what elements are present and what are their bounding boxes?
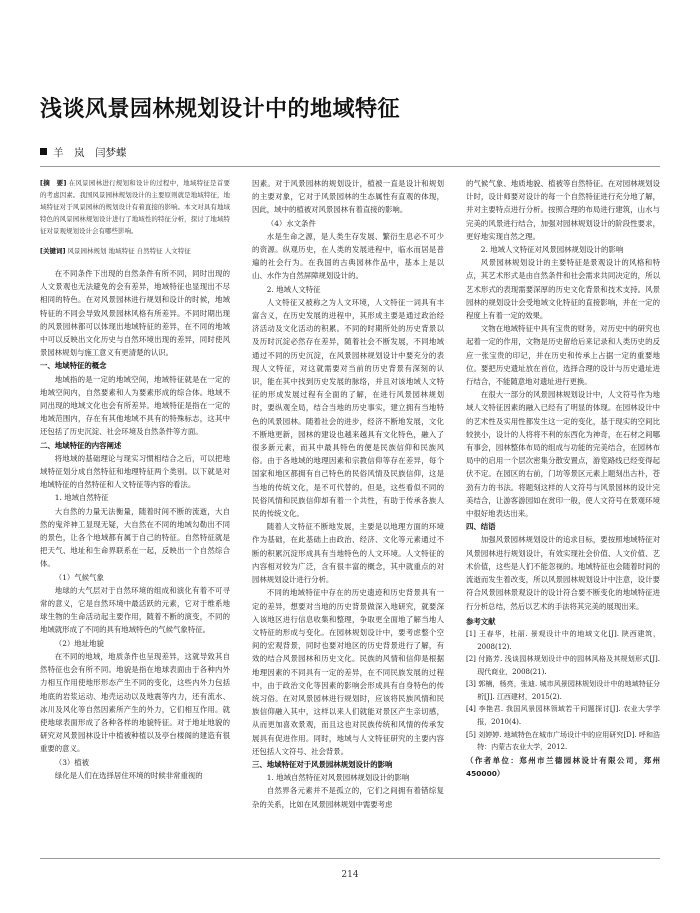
section-heading: 四、结语: [466, 522, 496, 532]
paragraph: 加强风景园林规划设计的追求目标，要按照地域特征对风景园林进行规划设计，有效实现社会价值、人文价值、艺术价值，这些是人们不能忽视的。地域特征也会随着时间的流逝而发生着改变，所以风景园林规划设计中注意，设计要符合风景园林景观设计的设计符合要不断变化的地域特征进行分析总结，然后以艺术的手法将其完美的展现出来。: [466, 535, 660, 611]
paragraph: 在不同的地域，地质条件也呈现差异，这就导致其自然特征也会有所不同。地貌是指在地球表面由于各种内外力相互作用使地形形态产生不同的变化，这些内外力包括地底的岩浆运动、地壳运动以及地震等内力，还有流水、冰川及风化等自然因素所产生的外力，它们相互作用。就使地球表面形成了各种各样的地貌特征。对于地址地貌的研究对风景园林设计中植被种植以及亭台楼阁的建造有很重要的意义。: [40, 651, 230, 754]
paragraph: 的气候气象、地质地貌、植被等自然特征。在对园林规划设计时，设计师要对设计的每一个自然特征进行充分地了解，并对主要特点进行分析。按照合理的布局进行建筑，山水与完美的风景进行结合，加强对园林规划设计的阶段性要求，更好地实现自然之理。: [466, 179, 660, 241]
keywords-text: 风景园林规划 地域特征 自然特征 人文特征: [67, 247, 191, 255]
column-3: [466, 177, 660, 780]
section-heading: 二、地域特征的内容阐述: [40, 440, 122, 450]
paragraph: 自然界各元素并不是孤立的，它们之间拥有着错综复杂的关系，比如在风景园林规划中需要考虑: [252, 786, 444, 809]
paragraph: 因素。对于风景园林的规划设计，植被一直是设计和规划的主要对象，它对于风景园林的生态属性有直观的体现，因此，域中的植被对风景园林有着直接的影响。: [252, 179, 444, 215]
paragraph: 在不同条件下出现的自然条件有所不同，同时出现的人文景观也无法避免的会有差异，地域特征也显现出不尽相同的特色。在对风景园林进行规划和设计的时候，地域特征的不同会导致风景园林风格有所差异。不同时期出现的风景园林都可以体现出地域特征的差异，在不同的地域中可以反映出文化历史与自然环境出现的差异，同时使风景园林规划与施工意义有更清楚的认识。: [40, 269, 230, 358]
section-heading: 三、地域特征对于风景园林规划设计的影响: [252, 759, 393, 769]
footer-divider: [40, 858, 660, 859]
keywords-label: [关键词]: [40, 247, 66, 255]
paragraph: 地域指的是一定的地域空间，地域特征就是在一定的地域空间内，自然要素和人为要素形成的综合体。地域不同出现的地域文化也会有所差异。地域特征是指在一定的地域范围内，存在有其他地域不具有的特殊标志，这其中还包括了历史沉淀、社会环境及自然条件等方面。: [40, 374, 230, 437]
subsection-heading: （4）水文条件: [266, 218, 316, 228]
paragraph: 不同的地域特征中存在的历史遗迹和历史背景具有一定的差异，想要对当地的历史背景做深入地研究，就要深入该地区进行信息收集和整理，争取更全面地了解当地人文特征的形成与变化。在园林规划设计中，要考虑整个空间的宏观背景，同时也要对地区的历史背景进行了解，有效的结合风景园林和历史文化。民族的风情和信仰是根据地理因素的不同具有一定的差异，在不同民族发展的过程中，由于政治文化等因素的影响会形成具有自身特色的传统习俗。在对风景园林进行规划时，应该将民族风情和民族信仰融入其中，这样以来人们就能对景区产生亲切感，从而更加喜欢景观，而且这也对民族传统和风情的传承发展具有促进作用。同时，地域与人文特征研究的主要内容还包括人文符号、社会背景。: [252, 588, 444, 756]
subsection-heading: 1. 地域自然特征对风景园林规划设计的影响: [266, 773, 410, 783]
subsection-heading: （1）气候气象: [54, 572, 104, 582]
square-bullet-icon: [40, 148, 47, 155]
paragraph: 风景园林规划设计的主要特征是景观设计的风格和特点，其艺术形式是由自然条件和社会需求共同决定的，所以艺术形式的表现需要深厚的历史文化背景和技术支持。风景园林的规划设计会受地域文化特征的直接影响，并在一定的程度上有着一定的效果。: [466, 258, 660, 321]
paragraph: 文物在地域特征中具有宝贵的财务，对历史中的研究也起着一定的作用，文物是历史留给后来记录和人类历史的反应一张宝贵的印记，并在历史和传承上占据一定的重要地位。要把历史遗址放在首位，选择合理的设计与历史遗址进行结合，不能随意地对遗址进行更换。: [466, 324, 660, 387]
abstract-label: [摘 要]: [40, 179, 67, 187]
reference-item: [2] 付路芳. 浅谈园林规划设计中的园林风格及其规划形式[J]. 现代商业，2008(21).: [466, 655, 660, 676]
page-number: 214: [341, 870, 359, 880]
author-affiliation: （作者单位：郑州市兰德园林设计有限公司，郑州 450000）: [466, 755, 660, 779]
paragraph: 大自然的力量无法衡量，随着时间不断的流逝，大自然的鬼斧神工显现无疑，大自然在不同的地域勾勒出不同的景色，让各个地域都有属于自己的特征。自然特征就是把天气、地址和生命界联系在一起，反映出一个自然综合体。: [40, 506, 230, 569]
column-1: [40, 177, 230, 782]
authors: 羊 岚 闫梦蝶: [53, 147, 127, 159]
references-title: 参考文献: [466, 616, 496, 626]
paragraph: 在很大一部分的风景园林规划设计中，人文符号作为地域人文特征因素的融入已经有了明显的体现。在园林设计中的艺术性及实用性都发生这一定的变化，基于现实的空间比较狭小，设计的人将将不利的东西化为神奇，在石材之间哪有事会，园林整体布局的组成与功能的完美结合，在园林布局中的启用一个层次密集分散安置点，游览路线已经变得起伏不定。在园区的右前，门坊等景区元素上题刻出古朴，苍劲有力的书法。将题刻这样的人文符号与风景园林的设计完美结合，让游客游园如在赏印一般，使人文符号在景观环境中很好地表达出来。: [466, 390, 660, 519]
paragraph: 将地域的基础理论与现实习惯相结合之后，可以把地域特征划分成自然特征和地理特征两个类别。以下就是对地域特征的自然特征和人文特征等内容的看法。: [40, 453, 230, 490]
paragraph: 水是生命之源，是人类生存发展、繁衍生息必不可少的资源。纵观历史，在人类的发展进程中，临水而居是普遍的社会行为。在我国的古典园林作品中，基本上是以山、水作为自然屏障规划设计的。: [252, 231, 444, 281]
reference-item: [3] 郭楠，杨亮，张迪. 城市风景园林规划设计中的地域特征分析[J]. 江西建材，2015(2).: [466, 680, 660, 701]
subsection-heading: （3）植被: [54, 757, 90, 767]
subsection-heading: 2. 地域人文特征对风景园林规划设计的影响: [480, 245, 624, 255]
column-2: [252, 177, 444, 811]
header-divider: [40, 166, 660, 167]
article-title: 浅谈风景园林规划设计中的地域特征: [40, 97, 401, 122]
subsection-heading: （2）地址地貌: [54, 638, 104, 648]
paragraph: 人文特征又被称之为人文环境，人文特征一词具有丰富含义，在历史发展的进程中，其形成主要是通过政治经济活动及文化活动的积累。不同的时期所处的历史背景以及历时沉淀必然存在差异，随着社会不断发展，不同地域通过不同的历史沉淀，在风景园林规划设计中要充分的表现人文特征，对这就需要对当前的历史背景有深刻的认识，能在其中找到历史发展的脉络，并且对该地域人文特征的形成发展过程有全面的了解，在进行风景园林规划时，要纵观全局，结合当地的历史事实，建立拥有当地特色的风景园林。随着社会的进步，经济不断地发展，文化不断地更新，园林的建设也越来越具有文化特色，融入了很多新元素，而其中最具特色的便是民族信仰和民族风俗。由于各地域的地理因素和宗教信仰等存在差异，每个国家和地区都拥有自己特色的民俗风情及民族信仰，这是当地的传统文化，是不可代替的。但是，这些看似不同的民俗风情和民族信仰却有着一个共性，有助于传承各族人民的传统文化。: [252, 297, 444, 519]
paragraph: 地球的大气层对于自然环境的组成和演化有着不可寻常的意义，它是自然环境中最活跃的元素，它对于维系地球生物的生命活动起主要作用，随着不断的演变，不同的地域就形成了不同的具有地域特色的气候气象特征。: [40, 585, 230, 635]
subsection-heading: 1. 地域自然特征: [54, 493, 109, 503]
abstract-text: 在风景园林进行规划和设计的过程中，地域特征是首要的考虑因素。我国风景园林规划设计的主要原则就是地域特征，地域特征对于风景园林的规划设计有着直接的影响。本文对具有地域特色的风景园林规划设计进行了地域性的特征分析，探讨了地域特征对景观规划设计会有哪些影响。: [40, 179, 231, 235]
reference-item: [5] 刘婷婷. 地域特色在城市广场设计中的应用研究[D]. 呼和浩特：内蒙古农业大学，2012.: [466, 730, 660, 752]
abstract: [40, 177, 230, 237]
keywords: [40, 245, 230, 257]
paragraph: 随着人文特征不断地发展，主要是以地理方面的环境作为基础，在此基础上由政治、经济、文化等元素通过不断的积累沉淀形成具有当地特色的人文环境。人文特征的内容相对较为广泛，含有很丰富的概念，其中就重点的对园林规划设计进行分析。: [252, 522, 444, 585]
section-heading: 一、地域特征的概念: [40, 361, 107, 371]
paragraph: 绿化是人们在选择居住环境的时候非常重视的: [54, 770, 203, 780]
author-line: [40, 145, 127, 160]
reference-item: [4] 李艳君. 我国风景园林领域若干问题探讨[J]. 农业大学学报，2010(4).: [466, 705, 660, 727]
subsection-heading: 2. 地域人文特征: [266, 284, 321, 294]
reference-item: [1] 王春华，杜丽. 景观设计中的地域文化[J]. 陕西建筑，2008(12).: [466, 629, 660, 651]
